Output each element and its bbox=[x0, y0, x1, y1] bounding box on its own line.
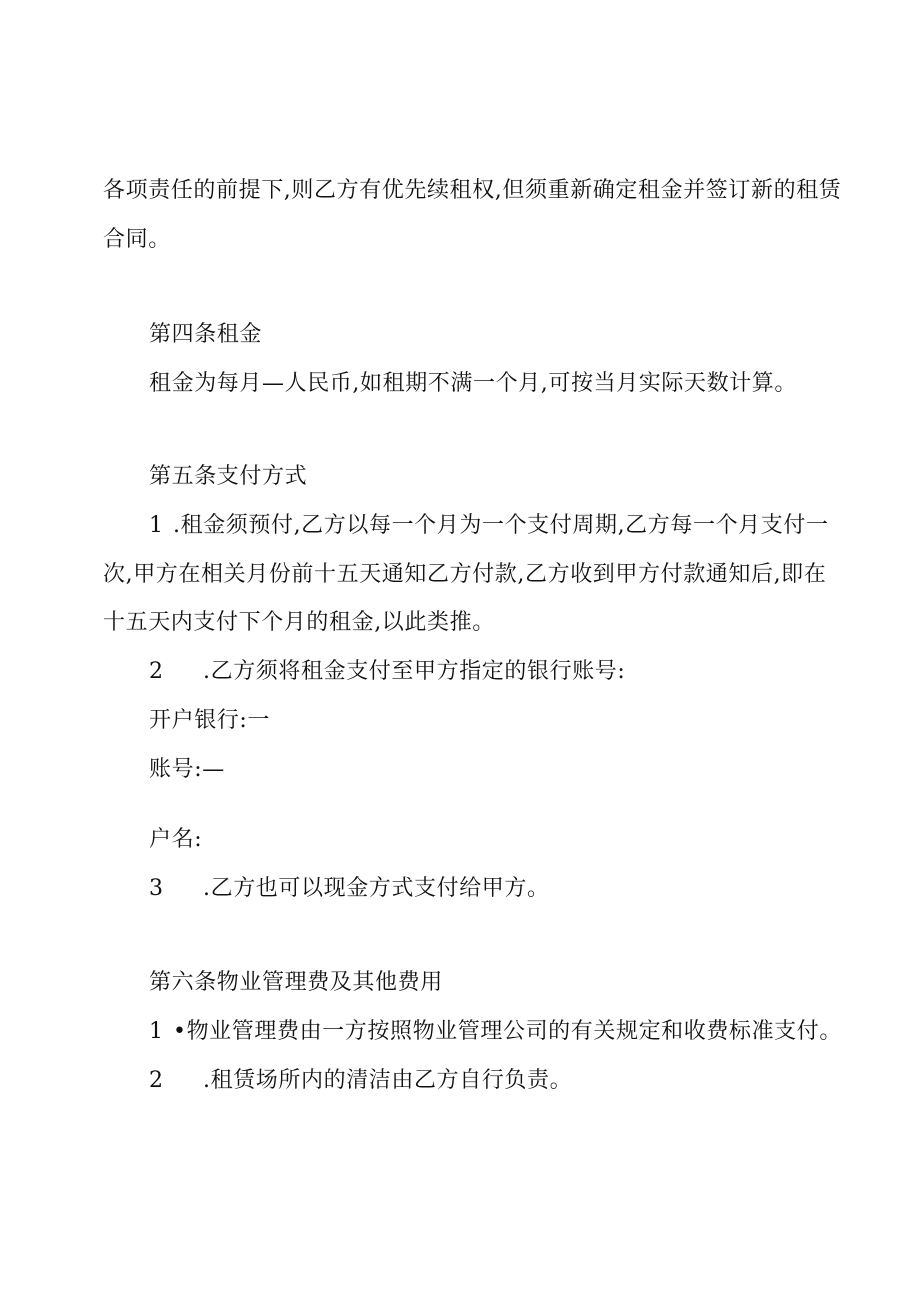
item-text: .乙方须将租金支付至甲方指定的银行账号: bbox=[203, 659, 626, 684]
article-6-title: 第六条物业管理费及其他费用 bbox=[149, 970, 443, 995]
account-number-label: 账号:— bbox=[149, 757, 225, 782]
article-6-item-1 bbox=[149, 1017, 842, 1047]
item-text: •物业管理费由一方按照物业管理公司的有关规定和收费标准支付。 bbox=[173, 1019, 842, 1044]
intro-line-2: 合同。 bbox=[103, 227, 171, 252]
intro-line-1: 各项责任的前提下,则乙方有优先续租权,但须重新确定租金并签订新的租赁 bbox=[103, 178, 842, 203]
bank-name-label: 开户银行:一 bbox=[149, 708, 271, 733]
item-number: 1 bbox=[149, 1019, 164, 1044]
article-5-title: 第五条支付方式 bbox=[149, 464, 308, 489]
item-number: 2 bbox=[149, 1068, 164, 1093]
article-5-item-1-line-3: 十五天内支付下个月的租金,以此类推。 bbox=[103, 610, 495, 635]
item-number: 2 bbox=[149, 659, 164, 684]
item-number: 1 bbox=[149, 513, 164, 538]
item-number: 3 bbox=[149, 876, 164, 901]
article-5-item-3 bbox=[149, 874, 550, 904]
article-5-item-1-line-1 bbox=[149, 511, 829, 541]
item-text: .乙方也可以现金方式支付给甲方。 bbox=[203, 876, 550, 901]
article-5-item-2 bbox=[149, 657, 625, 687]
item-text: .租金须预付,乙方以每一个月为一个支付周期,乙方每一个月支付一 bbox=[173, 513, 829, 538]
article-4-title: 第四条租金 bbox=[149, 322, 263, 347]
item-text: .租赁场所内的清洁由乙方自行负责。 bbox=[203, 1068, 573, 1093]
article-5-item-1-line-2: 次,甲方在相关月份前十五天通知乙方付款,乙方收到甲方付款通知后,即在 bbox=[103, 562, 827, 587]
article-6-item-2 bbox=[149, 1066, 572, 1096]
account-name-label: 户名: bbox=[149, 827, 203, 852]
article-4-body: 租金为每月—人民币,如租期不满一个月,可按当月实际天数计算。 bbox=[149, 371, 797, 396]
